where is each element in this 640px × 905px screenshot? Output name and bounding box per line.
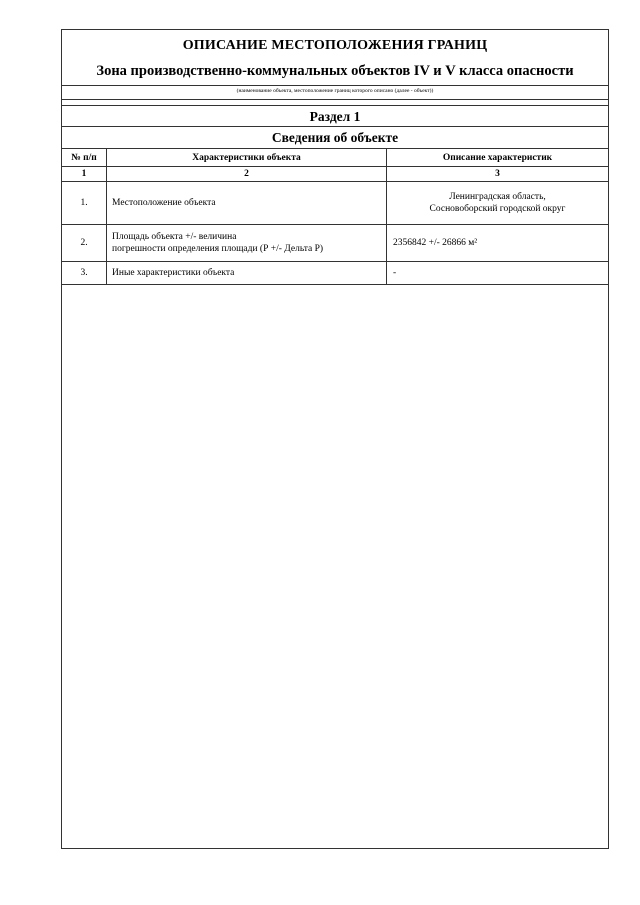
- row-description: -: [393, 268, 397, 278]
- table-row: [62, 182, 608, 225]
- document-subtitle: Зона производственно-коммунальных объектов IV и V класса опасности: [96, 63, 574, 79]
- subtitle-note-row: [62, 85, 608, 100]
- document-page: [61, 29, 609, 849]
- row-number: 1.: [62, 182, 107, 224]
- subtitle-note: (наименование объекта, местоположение границ которого описано (далее - объект)): [236, 88, 434, 94]
- header-number: № п/п: [62, 149, 107, 166]
- section-label: Раздел 1: [309, 109, 361, 124]
- row-characteristic-line: Площадь объекта +/- величина: [112, 232, 237, 242]
- row-description-line: Ленинградская область,: [449, 192, 546, 202]
- header-description: Описание характеристик: [442, 152, 553, 163]
- table-row: [62, 225, 608, 262]
- row-description-line: Сосновоборский городской округ: [429, 204, 566, 214]
- row-characteristic: Иные характеристики объекта: [107, 262, 387, 284]
- section-title: Сведения об объекте: [271, 130, 399, 145]
- table-numbering-row: [62, 167, 608, 182]
- column-number-1: 1: [62, 167, 107, 181]
- document-header: [62, 30, 608, 85]
- row-description: [387, 182, 608, 224]
- row-characteristic: [107, 225, 387, 261]
- row-number: 3.: [62, 262, 107, 284]
- column-number-2: 2: [107, 167, 387, 181]
- row-characteristic: Местоположение объекта: [107, 182, 387, 224]
- section-title-row: [62, 127, 608, 149]
- column-number-3: 3: [495, 169, 500, 179]
- section-row: [62, 105, 608, 127]
- table-row: [62, 262, 608, 285]
- row-characteristic-line: погрешности определения площади (Р +/- Дельта Р): [112, 244, 324, 254]
- header-characteristic: Характеристики объекта: [107, 149, 387, 166]
- table-header-row: [62, 149, 608, 167]
- row-number: 2.: [62, 225, 107, 261]
- document-title: ОПИСАНИЕ МЕСТОПОЛОЖЕНИЯ ГРАНИЦ: [182, 38, 488, 53]
- row-description: 2356842 +/- 26866 м²: [393, 238, 478, 248]
